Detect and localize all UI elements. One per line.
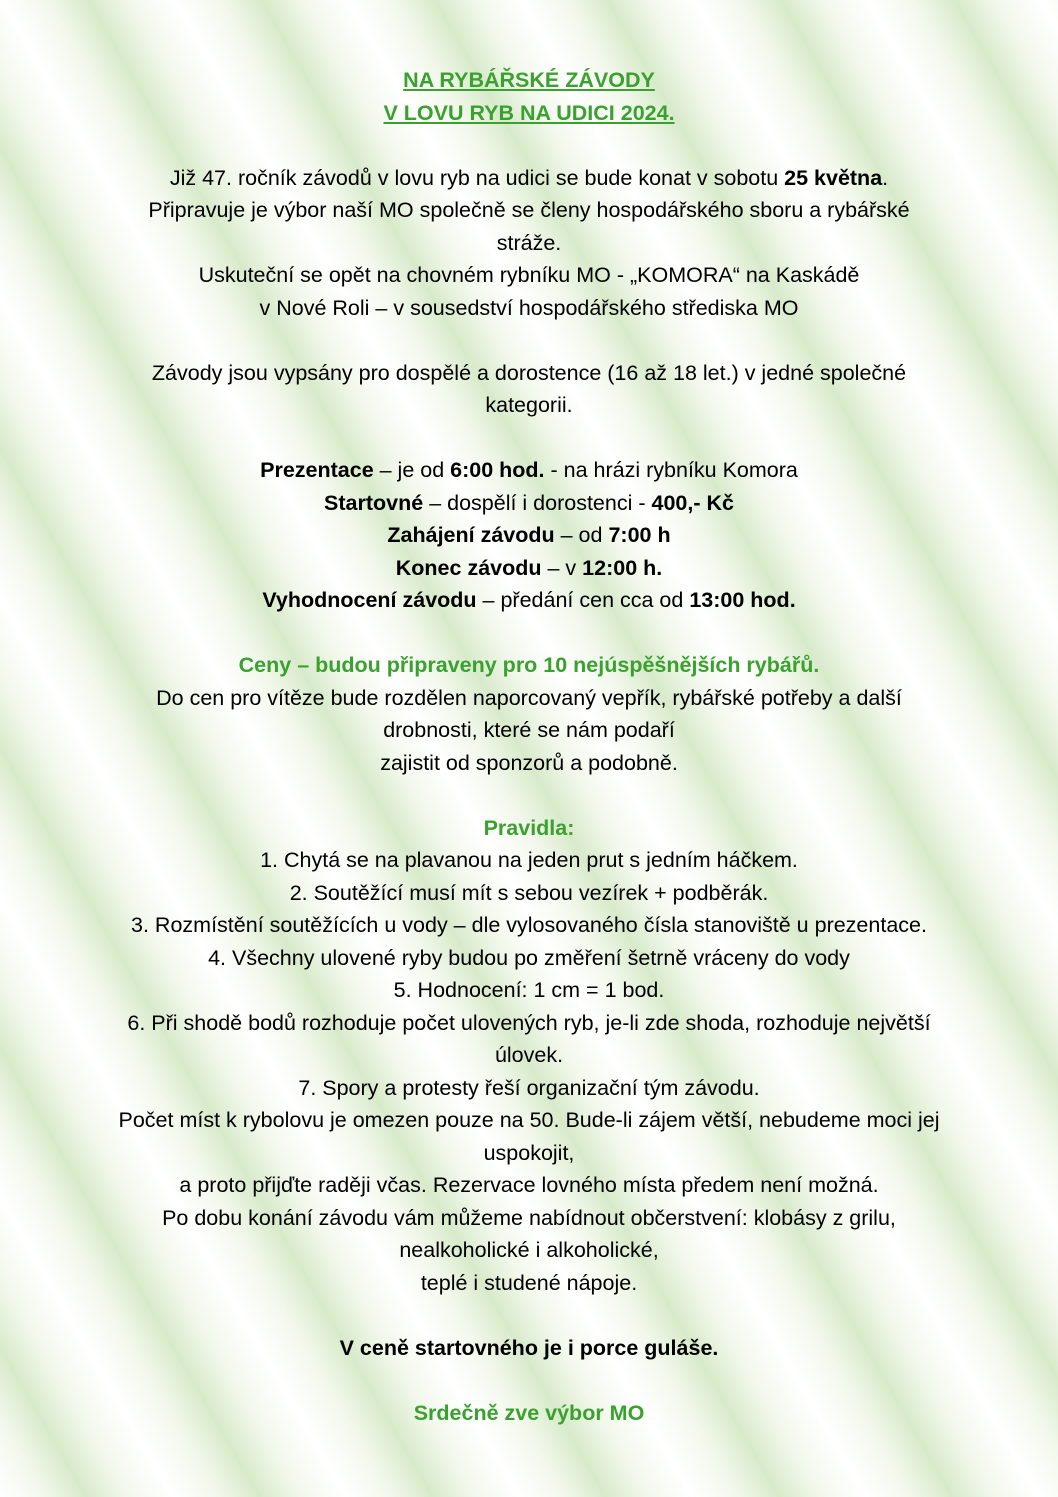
- fee-label: Startovné: [324, 490, 424, 515]
- intro-line-1: [0, 162, 1058, 195]
- info-line-6: teplé i studené nápoje.: [420, 1270, 638, 1295]
- info-line-2: uspokojit,: [483, 1140, 575, 1165]
- schedule-fee: [0, 487, 1058, 520]
- results-label: Vyhodnocení závodu: [262, 588, 477, 612]
- schedule-presentation: [0, 454, 1058, 487]
- info-line-3: a proto přijďte raději včas. Rezervace lovného místa předem není možná.: [179, 1173, 879, 1197]
- start-label: Zahájení závodu: [387, 523, 555, 547]
- start-text: – od: [554, 523, 609, 547]
- results-time: 13:00 hod.: [689, 588, 796, 612]
- fee-price: 400,- Kč: [651, 490, 734, 515]
- rules-heading: Pravidla:: [483, 815, 575, 840]
- rule-4: 4. Všechny ulovené ryby budou po změření šetrně vráceny do vody: [208, 945, 850, 970]
- schedule-results: [0, 584, 1058, 617]
- intro-text: Již 47. ročník závodů v lovu ryb na udici se bude konat v sobotu: [169, 165, 785, 190]
- info-line-4: Po dobu konání závodu vám můžeme nabídnout občerstvení: klobásy z grilu,: [162, 1205, 896, 1230]
- spacer: [0, 129, 1058, 162]
- title-line-2: V LOVU RYB NA UDICI 2024.: [383, 100, 675, 125]
- category-line-2: kategorii.: [485, 393, 573, 417]
- rule-6: 6. Při shodě bodů rozhoduje počet ulovených ryb, je-li zde shoda, rozhoduje největší: [127, 1010, 931, 1035]
- closing-signature: Srdečně zve výbor MO: [413, 1400, 645, 1425]
- intro-line-2: Připravuje je výbor naší MO společně se členy hospodářského sboru a rybářské: [148, 198, 910, 222]
- start-time: 7:00 h: [608, 523, 671, 547]
- event-date: 25 května: [784, 165, 883, 190]
- spacer: [0, 324, 1058, 357]
- end-time: 12:00 h.: [582, 555, 663, 580]
- prizes-line-2: drobnosti, které se nám podaří: [383, 718, 675, 742]
- end-text: – v: [541, 555, 583, 580]
- rule-2: 2. Soutěžící musí mít s sebou vezírek + podběrák.: [289, 880, 769, 905]
- presentation-label: Prezentace: [260, 458, 374, 482]
- intro-line-3: stráže.: [496, 230, 562, 255]
- presentation-time: 6:00 hod.: [450, 458, 545, 482]
- rule-6-continued: úlovek.: [494, 1043, 564, 1067]
- results-text: – předání cen cca od: [476, 588, 690, 612]
- rule-7: 7. Spory a protesty řeší organizační tým závodu.: [298, 1075, 760, 1100]
- intro-period: .: [882, 165, 889, 190]
- spacer: [0, 617, 1058, 650]
- fee-text: – dospělí i dorostenci -: [423, 490, 652, 515]
- title-line-1: NA RYBÁŘSKÉ ZÁVODY: [403, 68, 655, 92]
- prizes-line-3: zajistit od sponzorů a podobně.: [380, 750, 678, 775]
- spacer: [0, 1364, 1058, 1397]
- presentation-place: - na hrázi rybníku Komora: [544, 458, 798, 482]
- end-label: Konec závodu: [395, 555, 542, 580]
- info-line-1: Počet míst k rybolovu je omezen pouze na 50. Bude-li zájem větší, nebudeme moci jej: [118, 1108, 940, 1132]
- rule-5: 5. Hodnocení: 1 cm = 1 bod.: [393, 978, 665, 1002]
- spacer: [0, 1299, 1058, 1332]
- rule-1: 1. Chytá se na plavanou na jeden prut s jedním háčkem.: [260, 848, 798, 872]
- schedule-start: [0, 519, 1058, 552]
- prizes-line-1: Do cen pro vítěze bude rozdělen naporcovaný vepřík, rybářské potřeby a další: [156, 685, 902, 710]
- spacer: [0, 422, 1058, 455]
- rule-3: 3. Rozmístění soutěžících u vody – dle vylosovaného čísla stanoviště u prezentace.: [131, 913, 927, 937]
- intro-line-5: v Nové Roli – v sousedství hospodářského střediska MO: [259, 295, 799, 320]
- goulash-note: V ceně startovného je i porce guláše.: [339, 1335, 719, 1360]
- presentation-text: – je od: [373, 458, 451, 482]
- schedule-end: [0, 552, 1058, 585]
- info-line-5: nealkoholické i alkoholické,: [399, 1238, 659, 1262]
- intro-line-4: Uskuteční se opět na chovném rybníku MO - „KOMORA“ na Kaskádě: [198, 263, 860, 287]
- category-line-1: Závody jsou vypsány pro dospělé a dorostence (16 až 18 let.) v jedné společné: [151, 360, 907, 385]
- spacer: [0, 779, 1058, 812]
- prizes-heading: Ceny – budou připraveny pro 10 nejúspěšnějších rybářů.: [238, 653, 820, 677]
